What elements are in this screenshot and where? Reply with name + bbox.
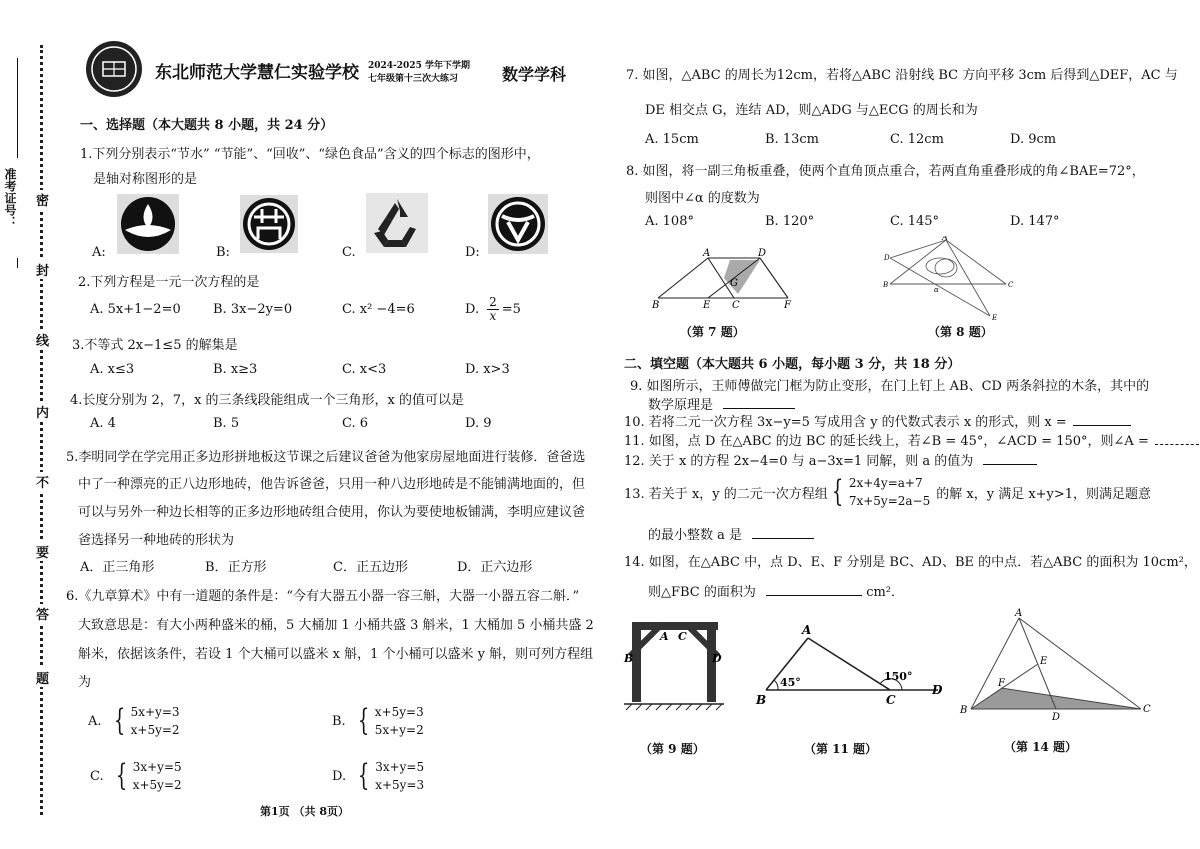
water-saving-logo [117,194,179,254]
seal-char-1: 密 [36,190,49,209]
q13-answer-blank[interactable] [752,526,814,539]
energy-saving-logo [240,195,298,253]
q5-line3: 可以与另外一种边长相等的正多边形地砖组合使用，你认为要使地板铺满，李明应建议爸 [78,505,586,520]
q6-option-a[interactable] [88,703,180,739]
q2-option-d[interactable] [465,296,521,323]
q7-option-b[interactable]: B. 13cm [765,132,819,147]
label-f: F [998,678,1005,689]
brace: { [831,474,844,509]
option-label: A. [88,713,102,729]
q13-system [828,474,931,510]
q2-option-a[interactable]: A. 5x+1−2=0 [90,302,181,317]
figure-q8 [880,236,1020,322]
school-logo [85,40,143,98]
figure-q9 [622,614,726,714]
eq-row-2: x+5y=3 [375,778,425,792]
eq-row-2: x+5y=2 [130,723,180,737]
q2-option-b[interactable]: B. 3x−2y=0 [213,302,293,317]
seal-char-7: 答 [36,604,49,623]
q6-line2: 大致意思是：有大小两种盛米的桶，5 大桶加 1 小桶共盛 3 斛米，1 大桶加 5 小桶共盛 2 [78,618,594,633]
label-b: B [652,300,660,310]
q12-text: 12. 关于 x 的方程 2x−4=0 与 a−3x=1 同解，则 a 的值为 [624,454,974,469]
figure-q11 [752,622,948,708]
eq-row-1: 3x+y=5 [132,760,182,774]
fraction-denominator: x [489,309,497,323]
q2-stem: 2.下列方程是一元一次方程的是 [78,275,260,290]
q1-option-b[interactable]: B: [216,245,230,260]
q14-line2-text: 则△FBC 的面积为 [648,585,756,600]
q9-caption: （第 9 题） [640,742,705,756]
eq-row-1: 5x+y=3 [130,705,180,719]
eq-row-2: 7x+5y=2a−5 [848,494,931,508]
q2-option-c[interactable]: C. x² −4=6 [342,302,415,317]
q8-caption: （第 8 题） [928,325,993,339]
label-c: C [678,630,687,643]
label-a: A [942,236,948,242]
q6-option-b[interactable] [332,703,424,739]
q14-unit: cm²． [866,585,905,600]
q9-answer-blank[interactable] [723,396,795,409]
label-d: D [1052,712,1061,722]
figure-q14 [956,606,1156,722]
school-name: 东北师范大学慧仁实验学校 [155,63,359,83]
q5-option-c[interactable]: C．正五边形 [333,560,408,575]
label-d: D [758,248,767,259]
label-c: C [1143,704,1151,715]
green-food-logo [488,194,548,254]
label-c: C [1008,281,1014,289]
q3-option-d[interactable]: D. x>3 [465,362,510,377]
q11-line [624,430,1199,449]
q10-answer-blank[interactable] [1073,413,1131,426]
section1-title: 一、选择题（本大题共 8 小题，共 24 分） [80,118,334,133]
q1-option-d[interactable]: D: [465,245,480,260]
brace: { [113,703,125,738]
label-a: A [1015,608,1023,619]
dotted-seal-line [40,45,43,815]
q6-line1: 6.《九章算术》中有一道题的条件是：“今有大器五小器一容三斛，大器一小器五容二斛．” [66,589,580,604]
eq-row-1: 3x+y=5 [375,760,425,774]
exam-number-label: 准考证号： [3,168,17,228]
label-d: D [932,683,943,697]
section2-title: 二、填空题（本大题共 6 小题，每小题 3 分，共 18 分） [624,357,961,372]
q5-line1: 5.李明同学在学完用正多边形拼地板这节课之后建议爸爸为他家房屋地面进行装修．爸爸选 [66,450,586,465]
label-b: B [756,693,767,707]
margin-line-top [17,58,18,158]
q5-line4: 爸选择另一种地砖的形状为 [78,533,235,548]
q4-option-d[interactable]: D. 9 [465,416,492,431]
seal-char-8: 题 [36,668,49,687]
subject-name: 数学学科 [502,65,567,84]
angle-b: 45° [780,676,801,689]
page-footer: 第1页 （共 8页） [260,805,349,818]
eq-row-2: x+5y=2 [132,778,182,792]
eq-row-1: 2x+4y=a+7 [848,476,923,490]
q2-option-d-fraction [487,296,499,323]
q14-line1: 14. 如图，在△ABC 中，点 D、E、F 分别是 BC、AD、BE 的中点．若△ABC 的面积为 10cm²， [624,555,1197,570]
label-e: E [1040,656,1048,667]
q2-option-d-rest: =5 [501,302,521,317]
q5-option-a[interactable]: A．正三角形 [80,560,155,575]
q3-option-c[interactable]: C. x<3 [342,362,387,377]
q6-line3: 斛米，依据该条件，若设 1 个大桶可以盛米 x 斛，1 个小桶可以盛米 y 斛，则可列方程组 [78,647,594,662]
option-label: C. [90,768,104,784]
label-b: B [624,652,634,665]
figure-q7 [648,244,798,310]
year-term: 2024-2025 学年下学期 [368,61,470,71]
label-e: E [703,300,711,310]
q3-stem: 3.不等式 2x−1≤5 的解集是 [72,338,238,353]
q1-option-a[interactable]: A: [92,245,106,260]
q1-option-c[interactable]: C. [342,245,356,260]
q14-caption: （第 14 题） [1004,740,1078,754]
q7-caption: （第 7 题） [680,325,745,339]
q4-option-b[interactable]: B. 5 [213,416,240,431]
label-c: C [886,693,896,707]
q14-answer-blank[interactable] [766,583,862,596]
seal-char-2: 封 [36,260,49,279]
seal-char-6: 要 [36,542,49,561]
brace: { [115,758,127,793]
label-b: B [960,705,968,716]
label-d: D [884,254,890,262]
label-a: A [703,248,711,259]
q12-answer-blank[interactable] [983,452,1037,465]
fraction-numerator: 2 [489,295,497,309]
q5-option-d[interactable]: D．正六边形 [457,560,533,575]
q8-option-b[interactable]: B. 120° [765,214,815,229]
q6-line4: 为 [78,675,92,690]
q13-line2-text: 的最小整数 a 是 [648,528,743,543]
eq-row-2: 5x+y=2 [374,723,424,737]
q4-stem: 4.长度分别为 2，7，x 的三条线段能组成一个三角形，x 的值可以是 [70,393,465,408]
q1-stem-line1: 1.下列分别表示“节水” “节能”、“回收”、“绿色食品”含义的四个标志的图形中， [80,147,540,162]
q13-pre: 13. 若关于 x，y 的二元一次方程组 [624,486,828,502]
label-a: A [802,623,812,637]
seal-char-4: 内 [36,402,49,421]
recycle-logo [366,193,428,253]
label-alpha: α [934,286,939,294]
q2-option-d-label: D. [465,302,480,317]
angle-acd: 150° [884,670,913,683]
q5-line2: 中了一种漂亮的正八边形地砖，他告诉爸爸，只用一种八边形地砖是不能铺满地面的，但 [78,477,586,492]
q7-line1: 7. 如图，△ABC 的周长为12cm，若将△ABC 沿射线 BC 方向平移 3cm 后得到△DEF，AC 与 [626,68,1178,83]
label-b: B [883,281,889,289]
q9-line2-text: 数学原理是 [648,398,714,413]
q13-post: 的解 x，y 满足 x+y>1，则满足题意 [936,486,1152,502]
q4-option-c[interactable]: C. 6 [342,416,369,431]
q8-line1: 8. 如图，将一副三角板重叠，使两个直角顶点重合，若两直角重叠形成的角∠BAE=72°， [626,164,1145,179]
brace: { [357,703,369,738]
q13-line1 [624,474,1151,510]
option-label: B. [332,713,346,729]
q7-option-c[interactable]: C. 12cm [890,132,944,147]
q3-option-a[interactable]: A. x≤3 [90,362,135,377]
label-e: E [992,314,998,322]
label-g: G [730,278,738,289]
q14-line2 [648,581,904,600]
q1-stem-line2: 是轴对称图形的是 [93,172,198,187]
exam-number-field[interactable] [17,258,18,268]
q9-line1: 9. 如图所示，王师傅做完门框为防止变形，在门上钉上 AB、CD 两条斜拉的木条，其中的 [630,379,1150,394]
q8-line2: 则图中∠α 的度数为 [645,191,760,206]
q7-option-d[interactable]: D. 9cm [1010,132,1057,147]
label-a: A [660,630,669,643]
eq-row-1: x+5y=3 [374,705,424,719]
q8-option-d[interactable]: D. 147° [1010,214,1060,229]
q11-answer-blank[interactable] [1155,432,1199,445]
q6-option-d[interactable] [332,758,424,794]
label-c: C [732,300,740,310]
q12-line [624,450,1037,469]
q10-text: 10. 若将二元一次方程 3x−y=5 写成用含 y 的代数式表示 x 的形式，则 x = [624,415,1067,430]
q5-option-b[interactable]: B．正方形 [205,560,267,575]
label-d: D [712,652,722,665]
q7-option-a[interactable]: A. 15cm [645,132,699,147]
q4-option-a[interactable]: A. 4 [90,416,116,431]
q3-option-b[interactable]: B. x≥3 [213,362,258,377]
q8-option-c[interactable]: C. 145° [890,214,940,229]
q6-option-c[interactable] [90,758,182,794]
exam-name: 七年级第十三次大练习 [368,74,459,84]
q11-caption: （第 11 题） [804,742,878,756]
brace: { [357,758,370,793]
label-f: F [784,300,791,310]
q8-option-a[interactable]: A. 108° [645,214,694,229]
seal-char-3: 线 [36,330,49,349]
option-label: D. [332,768,347,784]
seal-char-5: 不 [36,472,49,491]
q11-text: 11. 如图，点 D 在△ABC 的边 BC 的延长线上，若∠B = 45°，∠ACD = 150°，则∠A = [624,434,1149,449]
q7-line2: DE 相交点 G，连结 AD，则△ADG 与△ECG 的周长和为 [645,103,978,118]
q13-line2 [648,524,814,543]
q10-line [624,411,1131,430]
